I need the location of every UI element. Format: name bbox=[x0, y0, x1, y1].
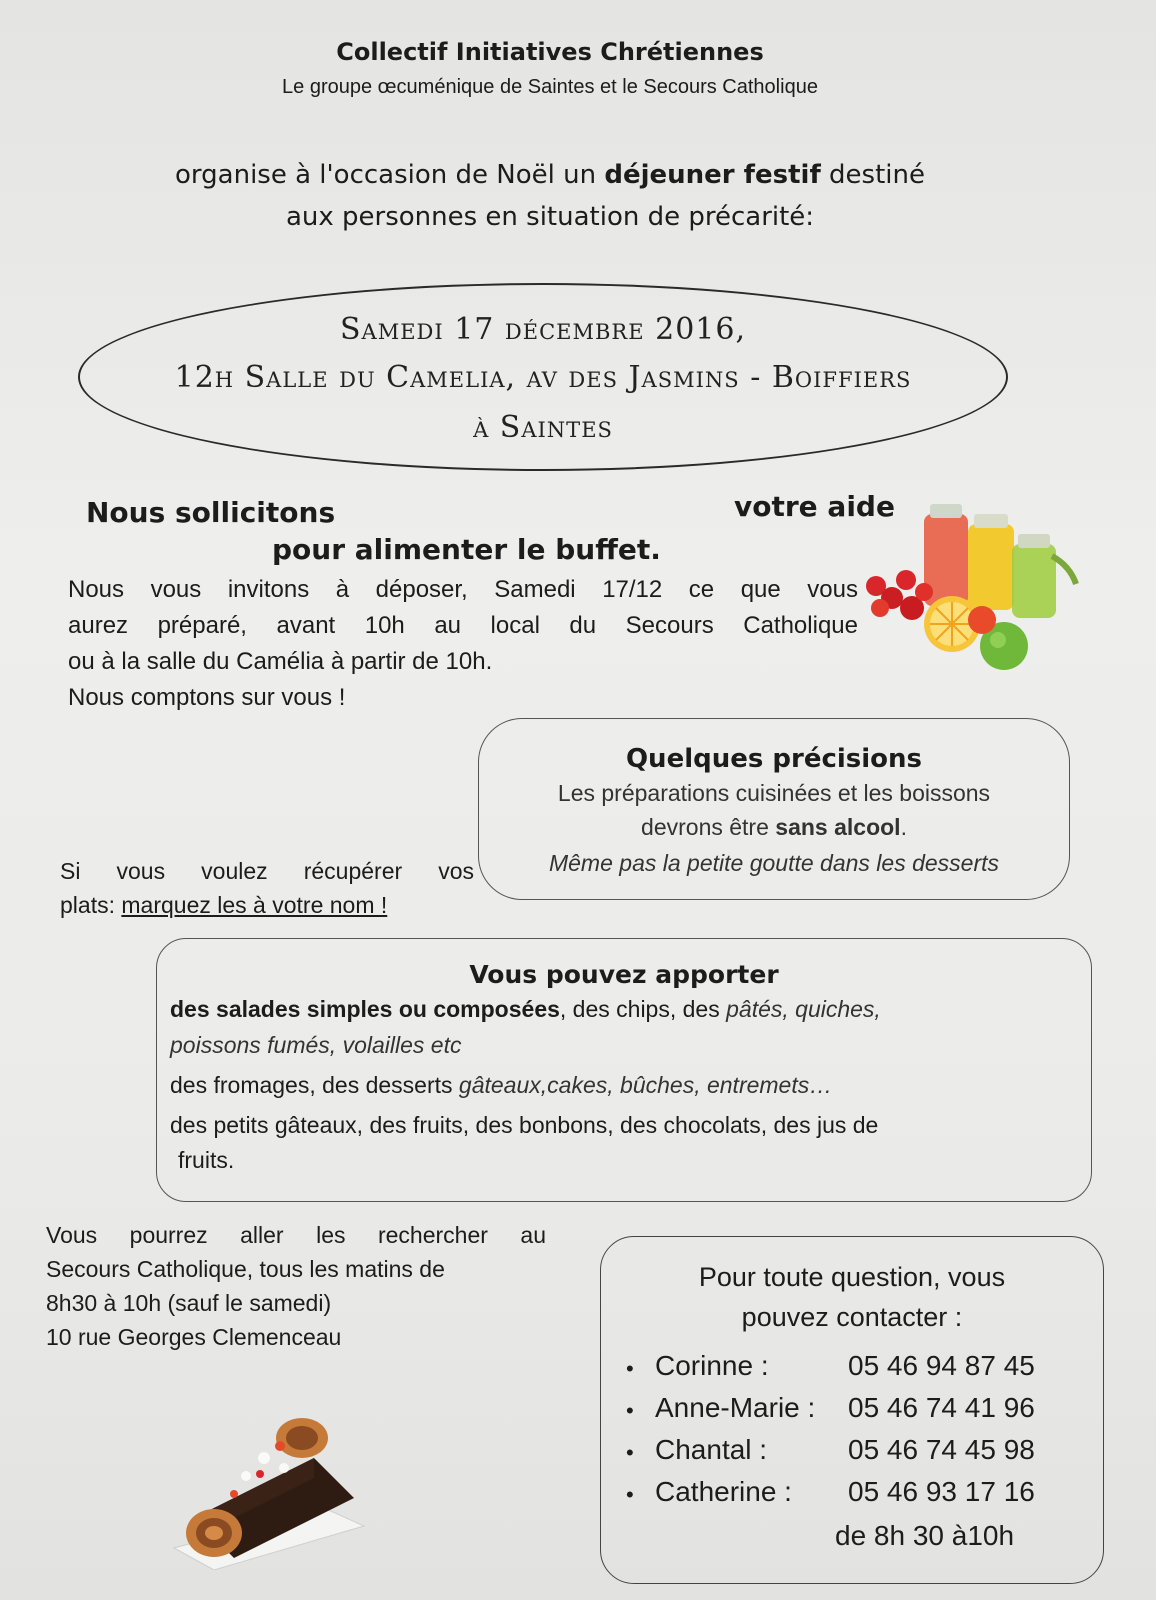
ask-heading-part-c: pour alimenter le buffet. bbox=[272, 533, 661, 566]
apporter-line-5: fruits. bbox=[178, 1147, 235, 1173]
precisions-line-3: Même pas la petite goutte dans les desserts bbox=[548, 850, 1000, 876]
contact-name: Catherine : bbox=[655, 1476, 792, 1507]
event-city: à Saintes bbox=[473, 410, 613, 445]
apporter-italic: pâtés, quiches, bbox=[726, 996, 881, 1022]
intro-highlight: déjeuner festif bbox=[604, 160, 821, 190]
invite-paragraph bbox=[68, 572, 858, 716]
invite-line: ou à la salle du Camélia à partir de 10h. bbox=[68, 648, 493, 675]
apporter-line-2: poissons fumés, volailles etc bbox=[170, 1032, 462, 1058]
apporter-italic: gâteaux,cakes, bûches, entremets… bbox=[458, 1072, 833, 1098]
apporter-line-3 bbox=[170, 1072, 832, 1099]
apporter-line-1 bbox=[170, 996, 881, 1023]
contact-name: Corinne : bbox=[655, 1350, 769, 1381]
precisions-title: Quelques précisions bbox=[625, 744, 923, 774]
precisions-text: devrons être bbox=[641, 814, 776, 840]
contact-name: Chantal : bbox=[655, 1434, 768, 1465]
yule-log-illustration bbox=[164, 1398, 374, 1570]
plats-underlined: marquez les à votre nom ! bbox=[121, 892, 388, 918]
apporter-title: Vous pouvez apporter bbox=[469, 960, 779, 989]
plats-line-1: Si vous voulez récupérer vos bbox=[60, 858, 474, 884]
contact-phone: 05 46 74 41 96 bbox=[848, 1392, 1035, 1423]
intro-text: destiné bbox=[820, 160, 925, 190]
contact-bullet: • bbox=[626, 1356, 634, 1381]
contact-bullet: • bbox=[626, 1398, 634, 1423]
plats-text: plats: bbox=[60, 892, 122, 918]
apporter-text: , des chips, des bbox=[559, 996, 727, 1022]
precisions-line-1: Les préparations cuisinées et les boissons bbox=[557, 780, 991, 806]
pickup-line: Vous pourrez aller les rechercher au bbox=[46, 1222, 546, 1248]
ask-heading-part-b: votre aide bbox=[734, 490, 895, 523]
contact-phone: 05 46 93 17 16 bbox=[848, 1476, 1035, 1507]
intro-line-2: aux personnes en situation de précarité: bbox=[285, 202, 815, 232]
organizer-title: Collectif Initiatives Chrétiennes bbox=[336, 38, 764, 66]
precisions-text: . bbox=[900, 814, 907, 840]
no-alcohol-emphasis: sans alcool bbox=[775, 814, 901, 840]
pickup-line: 8h30 à 10h (sauf le samedi) bbox=[46, 1290, 332, 1316]
contact-title-line-1: Pour toute question, vous bbox=[698, 1262, 1006, 1292]
contact-bullet: • bbox=[626, 1482, 634, 1507]
contact-hours: de 8h 30 à10h bbox=[835, 1520, 1015, 1551]
pickup-paragraph bbox=[46, 1218, 546, 1354]
invite-line: aurez préparé, avant 10h au local du Secours Catholique bbox=[68, 612, 858, 639]
apporter-line-4: des petits gâteaux, des fruits, des bonbons, des chocolats, des jus de bbox=[170, 1112, 879, 1138]
pickup-line: 10 rue Georges Clemenceau bbox=[46, 1324, 342, 1350]
contact-phone: 05 46 74 45 98 bbox=[848, 1434, 1035, 1465]
pickup-line: Secours Catholique, tous les matins de bbox=[46, 1256, 445, 1282]
intro-line-1 bbox=[0, 160, 1100, 190]
invite-line: Nous comptons sur vous ! bbox=[68, 684, 346, 711]
contact-bullet: • bbox=[626, 1440, 634, 1465]
precisions-line-2 bbox=[478, 814, 1070, 841]
apporter-text: des fromages, des desserts bbox=[170, 1072, 459, 1098]
intro-text: organise à l'occasion de Noël un bbox=[175, 160, 605, 190]
fruit-drinks-illustration bbox=[862, 496, 1084, 686]
organizer-subtitle: Le groupe œcuménique de Saintes et le Secours Catholique bbox=[282, 76, 818, 98]
ask-heading-part-a: Nous sollicitons bbox=[86, 496, 336, 529]
apporter-bold: des salades simples ou composées bbox=[170, 996, 560, 1022]
contact-phone: 05 46 94 87 45 bbox=[848, 1350, 1035, 1381]
contact-title-line-2: pouvez contacter : bbox=[741, 1302, 963, 1332]
event-venue: 12h Salle du Camelia, av des Jasmins - Boiffiers bbox=[174, 360, 912, 395]
event-date: Samedi 17 décembre 2016, bbox=[340, 312, 746, 347]
contact-name: Anne-Marie : bbox=[655, 1392, 816, 1423]
invite-line: Nous vous invitons à déposer, Samedi 17/12 ce que vous bbox=[68, 576, 858, 603]
plats-line-2 bbox=[60, 892, 387, 919]
